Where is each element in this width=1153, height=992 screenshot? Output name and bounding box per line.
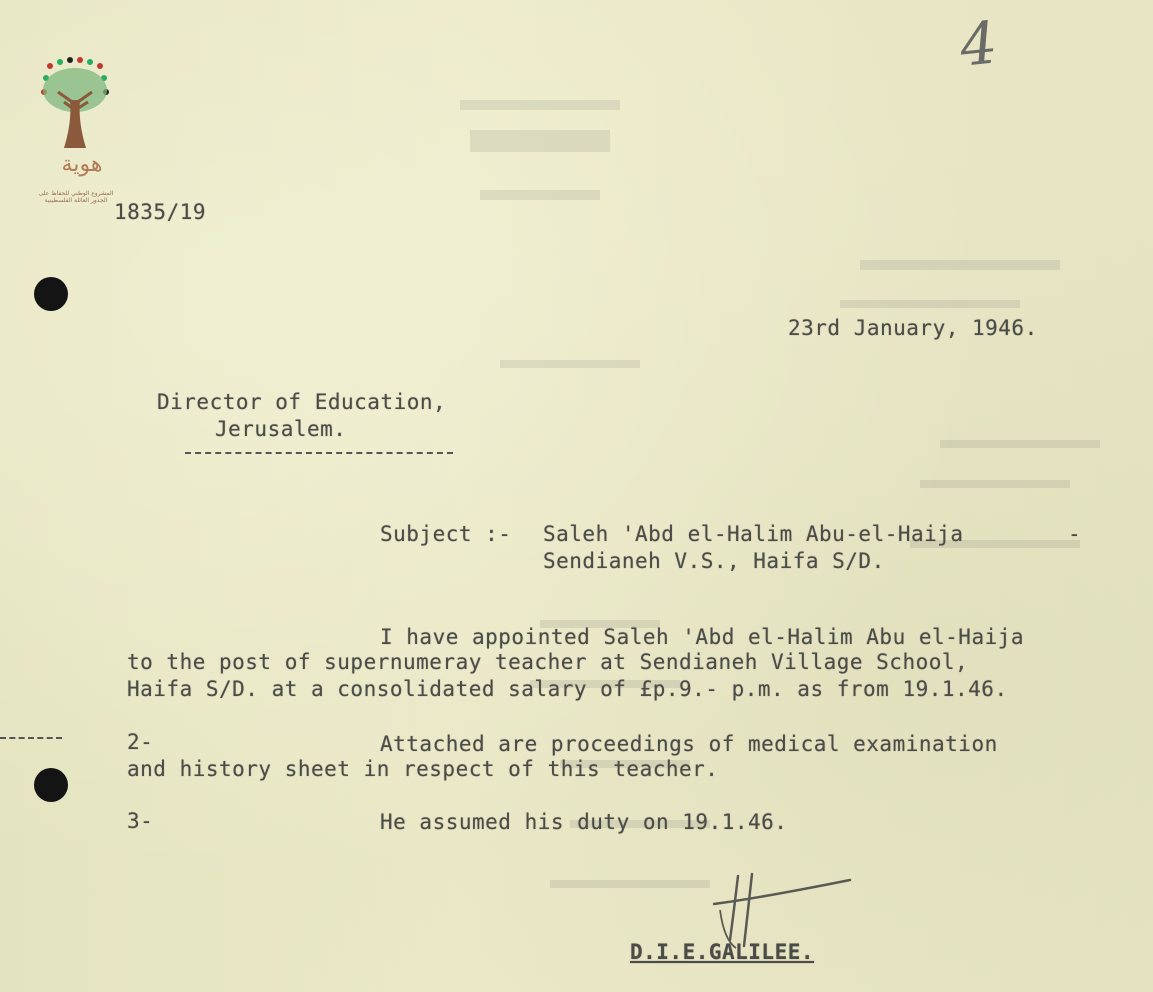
subject-name: Saleh 'Abd el-Halim Abu-el-Haija — [543, 522, 964, 546]
page-number: 4 — [956, 8, 1001, 80]
subject-dash: - — [1068, 522, 1082, 546]
para2-number: 2- — [127, 730, 154, 754]
tree-icon — [43, 68, 107, 148]
para3-line-1: He assumed his duty on 19.1.46. — [380, 810, 788, 834]
subject-school: Sendianeh V.S., Haifa S/D. — [543, 549, 885, 573]
signature-block: D.I.E.GALILEE. — [630, 940, 815, 964]
para2-line-1: Attached are proceedings of medical examination — [380, 732, 998, 756]
letter-date: 23rd January, 1946. — [788, 316, 1038, 340]
punch-hole-bottom — [34, 768, 68, 802]
para1-line-3: Haifa S/D. at a consolidated salary of £p.9.- p.m. as from 19.1.46. — [127, 677, 1008, 701]
bleed-through-texture — [440, 60, 1140, 980]
addressee-line-2: Jerusalem. — [215, 417, 347, 441]
para1-line-1: I have appointed Saleh 'Abd el-Halim Abu el-Haija — [380, 625, 1025, 649]
subject-label: Subject :- — [380, 522, 512, 546]
logo-caption: المشروع الوطني للحفاظ على الجذور العائلة الفلسطينية — [38, 190, 114, 204]
para3-number: 3- — [127, 809, 154, 833]
file-reference: 1835/19 — [114, 200, 207, 224]
para2-line-2: and history sheet in respect of this teacher. — [127, 757, 719, 781]
margin-dash-mark — [0, 737, 62, 739]
addressee-underline — [185, 452, 453, 454]
para1-line-2: to the post of supernumeray teacher at Sendianeh Village School, — [127, 650, 969, 674]
logo-wordmark: هوية — [61, 152, 103, 177]
punch-hole-top — [34, 277, 68, 311]
addressee-line-1: Director of Education, — [157, 390, 447, 414]
